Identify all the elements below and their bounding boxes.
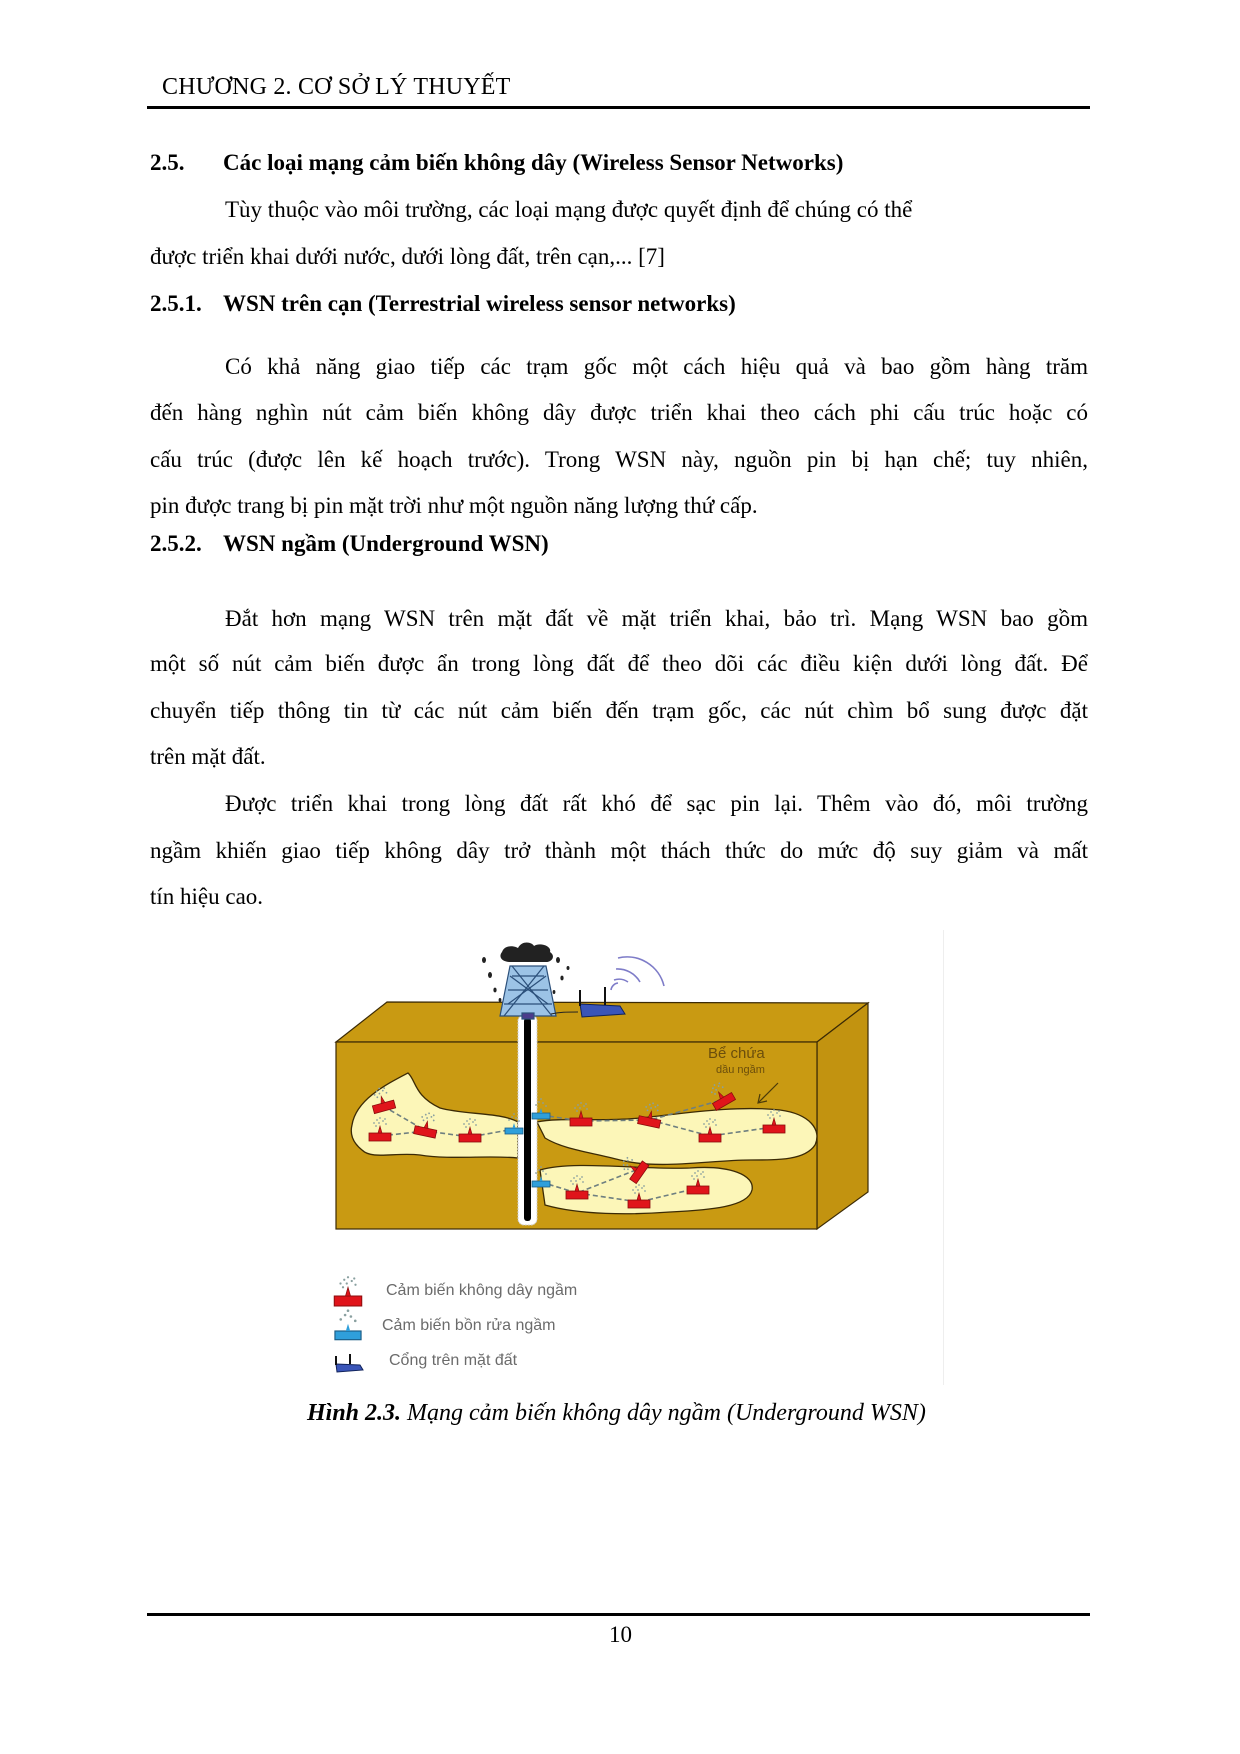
wifi-signal-icon [611,957,664,990]
figure-caption [307,1400,926,1427]
well-pipe [518,1015,537,1225]
paragraph-line: chuyển tiếp thông tin từ các nút cảm biến đến trạm gốc, các nút chìm bổ sung được đặt [150,698,1088,723]
section-title: WSN ngầm (Underground WSN) [223,531,549,556]
reservoir-label: Bể chứa [708,1045,765,1062]
page-number: 10 [609,1622,632,1647]
legend-label-blue-sensor: Cảm biến bồn rửa ngầm [382,1317,556,1334]
paragraph-line: được triển khai dưới nước, dưới lòng đất, trên cạn,... [7] [150,244,665,269]
section-title: Các loại mạng cảm biến không dây (Wireless Sensor Networks) [223,150,844,175]
legend-icon-red-sensor [334,1276,362,1306]
reservoir-sublabel: dầu ngầm [716,1064,765,1076]
caption-text: Mạng cảm biến không dây ngầm (Underground WSN) [401,1400,926,1426]
paragraph-line: ngầm khiến giao tiếp không dây trở thành một thách thức do mức độ suy giảm và mất [150,838,1088,863]
paragraph-line: một số nút cảm biến được ẩn trong lòng đất để theo dõi các điều kiện dưới lòng đất. Để [150,651,1088,676]
legend-icon-blue-sensor [335,1309,361,1339]
paragraph-line: trên mặt đất. [150,744,266,769]
legend-label-gateway: Cổng trên mặt đất [389,1352,518,1369]
section-number: 2.5.1. [150,291,202,316]
footer-divider [147,1613,1090,1616]
section-title: WSN trên cạn (Terrestrial wireless sensor networks) [223,291,736,316]
paragraph-line: cấu trúc (được lên kế hoạch trước). Trong WSN này, nguồn pin bị hạn chế; tuy nhiên, [150,447,1088,472]
paragraph-line: Đắt hơn mạng WSN trên mặt đất về mặt triển khai, bảo trì. Mạng WSN bao gồm [225,606,1088,631]
oil-derrick-icon [500,966,556,1019]
section-number: 2.5.2. [150,531,202,556]
paragraph-line: Tùy thuộc vào môi trường, các loại mạng được quyết định để chúng có thể [225,197,913,222]
paragraph-line: tín hiệu cao. [150,884,264,909]
paragraph-line: đến hàng nghìn nút cảm biến không dây được triển khai theo cách phi cấu trúc hoặc có [150,400,1088,425]
paragraph-line: Có khả năng giao tiếp các trạm gốc một cách hiệu quả và bao gồm hàng trăm [225,354,1088,379]
caption-label: Hình 2.3. [307,1400,402,1426]
chapter-header: CHƯƠNG 2. CƠ SỞ LÝ THUYẾT [162,74,511,100]
legend-icon-router [336,1354,363,1372]
section-number: 2.5. [150,150,185,175]
legend-label-red-sensor: Cảm biến không dây ngầm [386,1282,578,1299]
paragraph-line: pin được trang bị pin mặt trời như một nguồn năng lượng thứ cấp. [150,493,758,518]
paragraph-line: Được triển khai trong lòng đất rất khó để sạc pin lại. Thêm vào đó, môi trường [225,791,1088,816]
